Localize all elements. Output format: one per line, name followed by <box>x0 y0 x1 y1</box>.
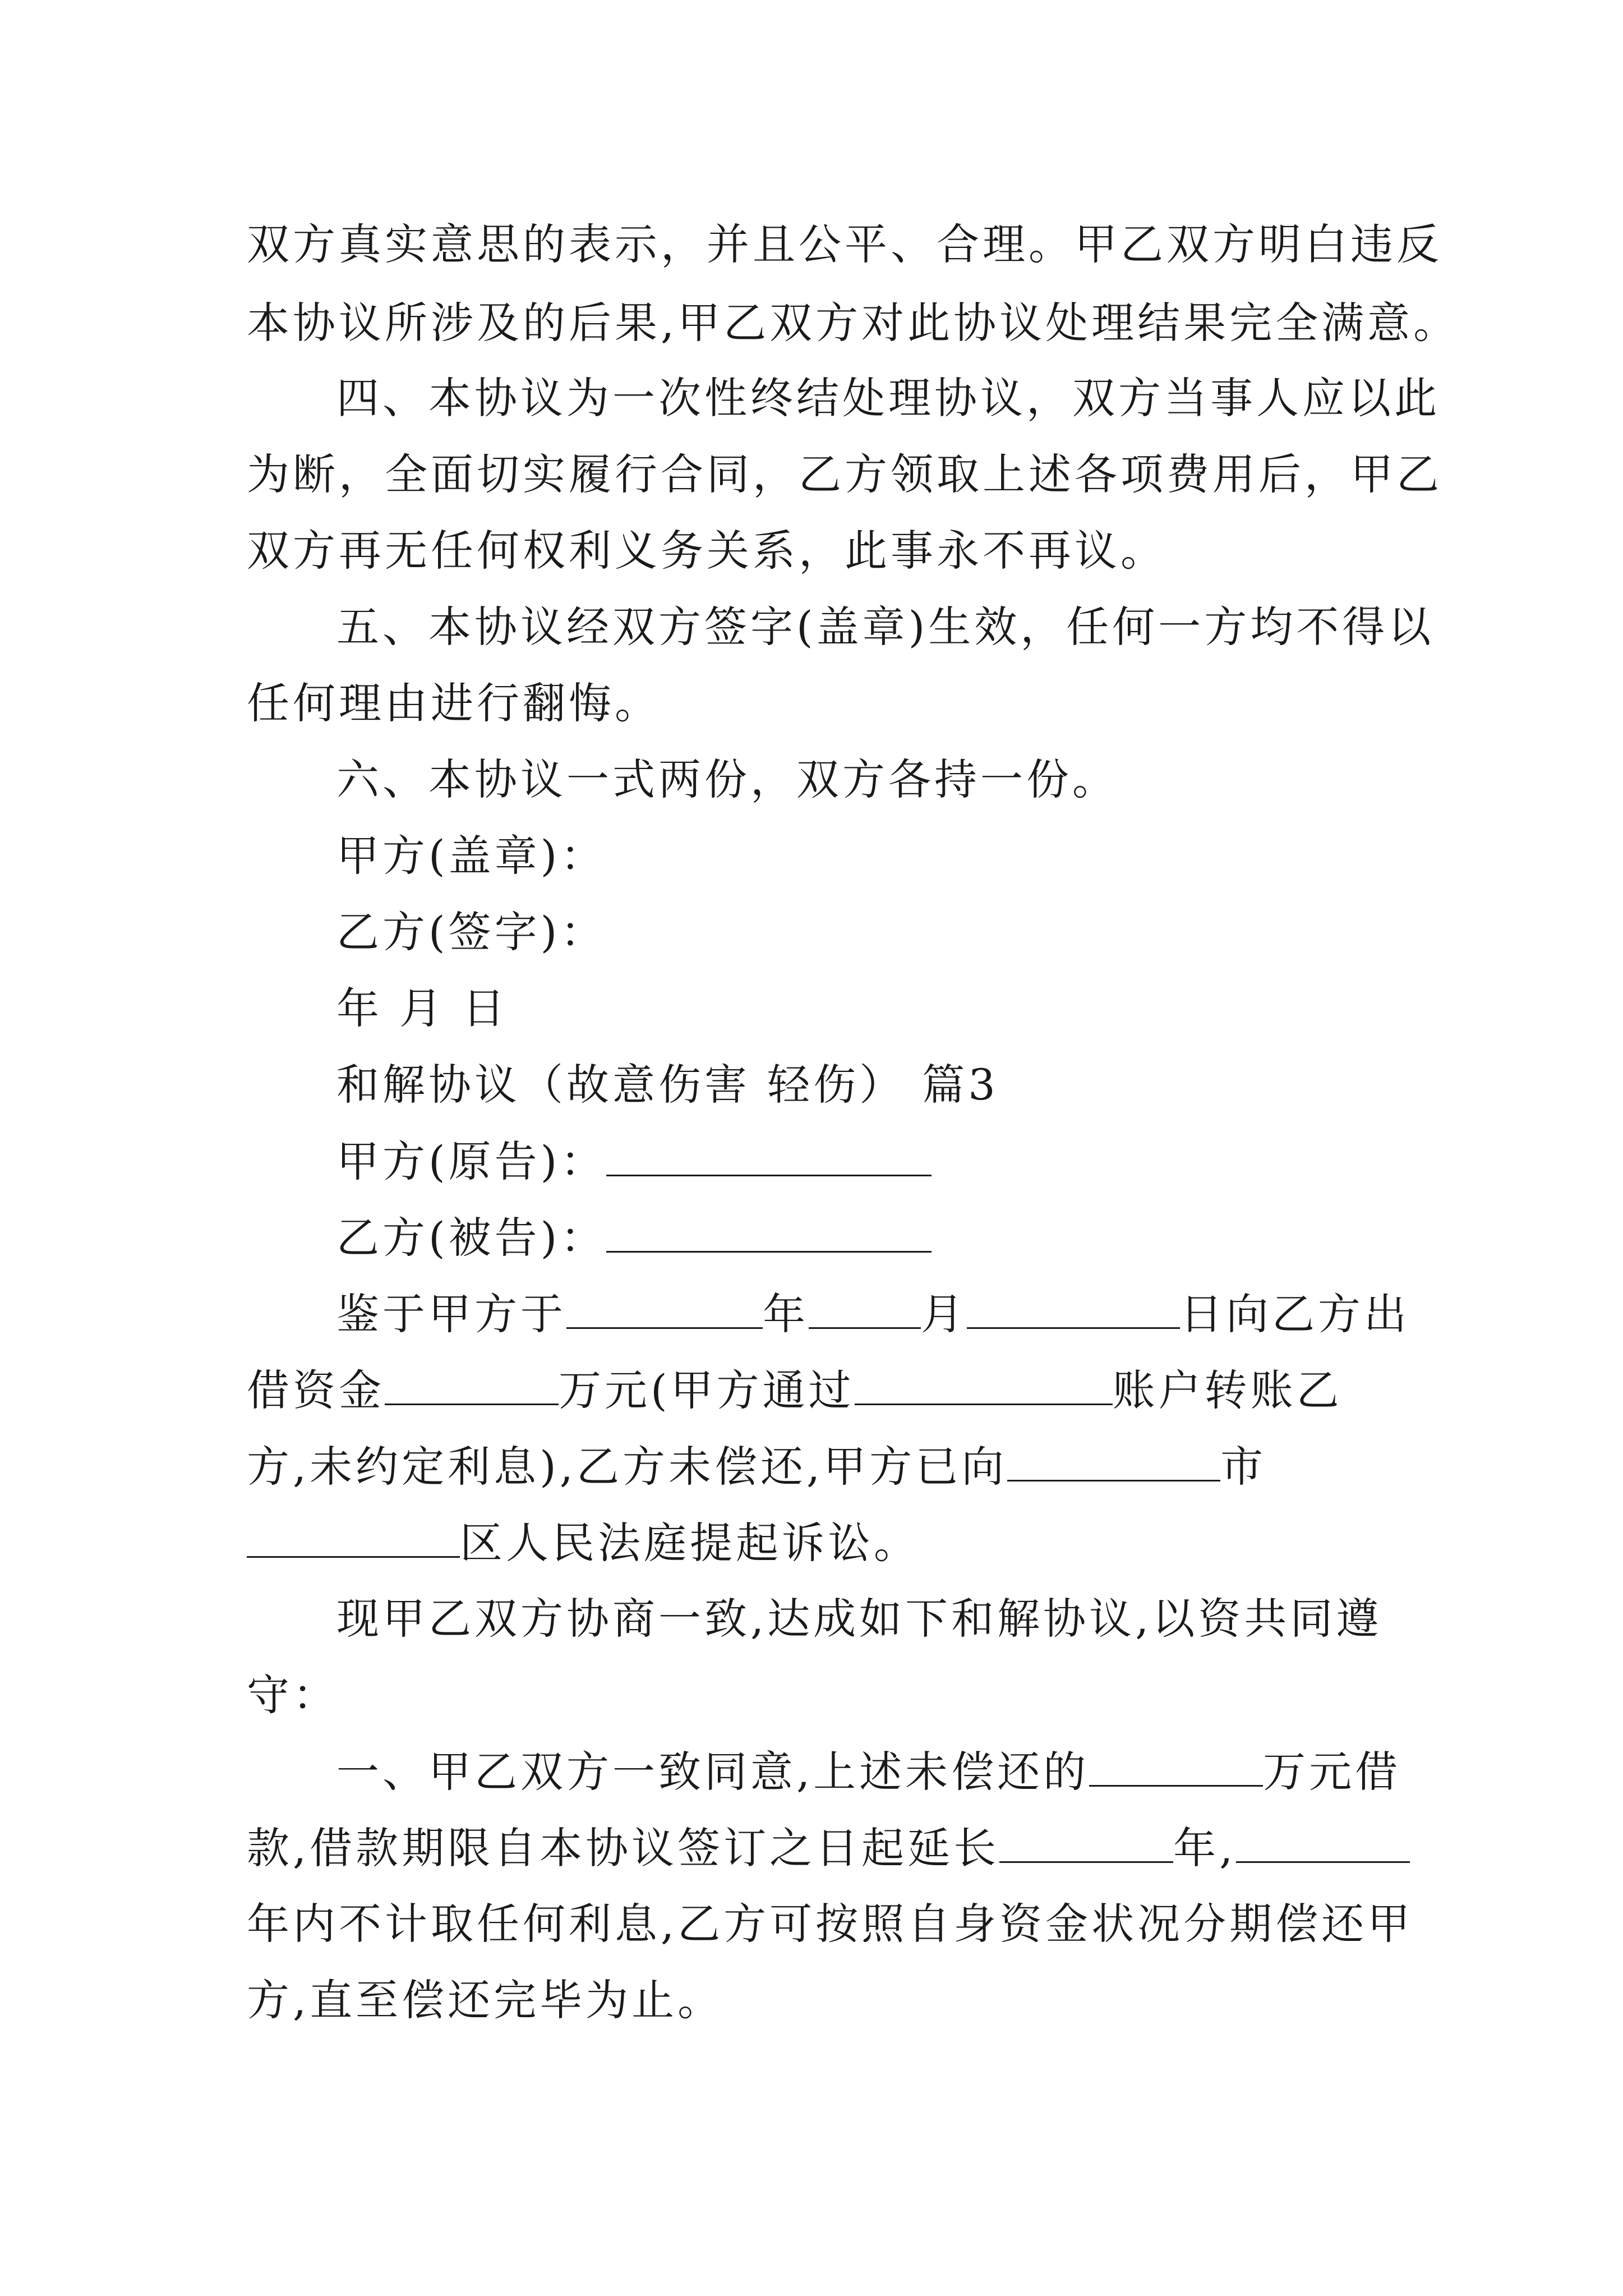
clause-1-line <box>247 1823 1410 1873</box>
text-line: 为断，全面切实履行合同，乙方领取上述各项费用后，甲乙 <box>247 449 1442 499</box>
section-heading: 和解协议（故意伤害 轻伤） 篇3 <box>336 1060 999 1110</box>
text-span: 年 <box>763 1289 809 1339</box>
blank-field <box>566 1292 763 1329</box>
recital-line <box>247 1518 920 1568</box>
recital-line <box>247 1365 1343 1415</box>
clause-1-line: 年内不计取任何利息,乙方可按照自身资金状况分期偿还甲 <box>247 1899 1414 1949</box>
consensus-line: 现甲乙双方协商一致,达成如下和解协议,以资共同遵 <box>336 1594 1382 1644</box>
clause-6-line: 六、本协议一式两份，双方各持一份。 <box>336 754 1118 804</box>
blank-field <box>1236 1826 1410 1863</box>
text-span: 款,借款期限自本协议签订之日起延长 <box>247 1823 1000 1873</box>
text-span: 一、甲乙双方一致同意,上述未偿还的 <box>336 1747 1090 1797</box>
blank-field <box>1007 1445 1220 1481</box>
text-line: 任何理由进行翻悔。 <box>247 678 661 728</box>
blank-field <box>385 1369 559 1405</box>
party-b-line <box>336 1213 932 1263</box>
signature-date: 年 月 日 <box>336 983 509 1033</box>
blank-field <box>606 1216 932 1253</box>
blank-field <box>855 1369 1113 1405</box>
text-span: 万元借 <box>1263 1747 1401 1797</box>
text-span: 鉴于甲方于 <box>336 1289 566 1339</box>
party-b-label: 乙方(被告)： <box>336 1213 607 1263</box>
text-span: 区人民法庭提起诉讼。 <box>460 1518 920 1568</box>
text-span: 年, <box>1173 1823 1237 1873</box>
blank-field <box>1089 1750 1263 1787</box>
text-span: 万元(甲方通过 <box>559 1365 855 1415</box>
party-a-label: 甲方(原告)： <box>336 1137 607 1186</box>
text-line: 双方真实意思的表示，并且公平、合理。甲乙双方明白违反 <box>247 219 1442 269</box>
clause-4-line: 四、本协议为一次性终结处理协议，双方当事人应以此 <box>336 373 1440 423</box>
text-line: 本协议所涉及的后果,甲乙双方对此协议处理结果完全满意。 <box>247 298 1460 348</box>
blank-field <box>606 1140 932 1176</box>
blank-field <box>999 1826 1173 1863</box>
blank-field <box>967 1292 1180 1329</box>
text-span: 月 <box>921 1289 967 1339</box>
recital-line <box>336 1289 1410 1339</box>
clause-1-line: 方,直至偿还完毕为止。 <box>247 1975 724 2025</box>
recital-line <box>247 1442 1267 1492</box>
text-span: 方,未约定利息),乙方未偿还,甲方已向 <box>247 1442 1008 1492</box>
signature-party-a: 甲方(盖章)： <box>336 831 607 881</box>
text-span: 账户转账乙 <box>1112 1365 1343 1415</box>
blank-field <box>247 1521 460 1558</box>
blank-field <box>809 1292 921 1329</box>
signature-party-b: 乙方(签字)： <box>336 907 607 957</box>
consensus-line: 守： <box>247 1670 339 1720</box>
text-span: 借资金 <box>247 1365 385 1415</box>
clause-1-line <box>336 1747 1401 1797</box>
clause-5-line: 五、本协议经双方签字(盖章)生效，任何一方均不得以 <box>336 602 1435 652</box>
text-span: 市 <box>1220 1442 1267 1492</box>
party-a-line <box>336 1137 932 1186</box>
text-span: 日向乙方出 <box>1180 1289 1410 1339</box>
text-line: 双方再无任何权利义务关系，此事永不再议。 <box>247 526 1166 576</box>
